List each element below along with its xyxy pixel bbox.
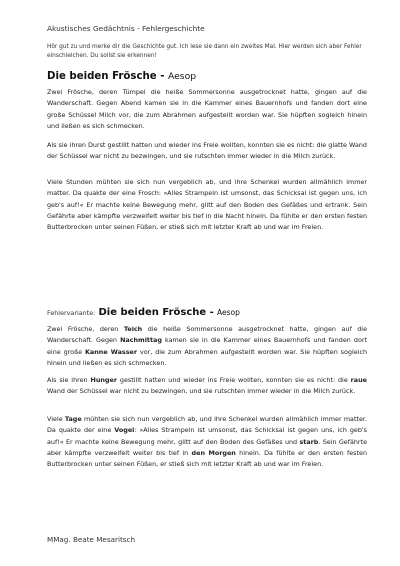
error-variant-author: Aesop [217,308,240,317]
error-paragraph-2: Als sie ihren Hunger gestillt hatten und wieder ins Freie wollten, konnten sie es nicht: die raue Wand der Schüssel war nicht zu bezwingen, und sie rutschten immer wieder in die Milch zurück. [47,376,368,396]
changed-word: Hunger [90,376,117,384]
page-footer: MMag. Beate Mesaritsch [47,535,136,544]
changed-word: starb [299,437,319,446]
story-title-text: Die beiden Frösche - [47,71,165,82]
story-paragraph-3: Viele Stunden mühten sie sich nun vergeblich ab, und ihre Schenkel wurden allmählich immer matter. Da quakte der eine Frosch: »Alles Strampeln ist umsonst, das Schicksal ist gegen uns, ich geb's auf!« Er machte keine Bewegung mehr, glitt auf den Boden des Gefäßes und ertrank. Sein Gefährte aber kämpfte verzweifelt weiter bis tief in die Nacht hinein. Da fühlte er den ersten festen Butterbrocken unter seinen Füßen, er stieß sich mit letzter Kraft ab und war im Freien. [47,178,367,232]
error-variant-prefix: Fehlervariante: [47,309,96,317]
changed-word: Kanne Wasser [84,347,137,356]
story-author: Aesop [168,71,197,82]
story-paragraph-2: Als sie ihren Durst gestillt hatten und wieder ins Freie wollten, konnten sie es nicht: die glatte Wand der Schüssel war nicht zu bezwingen, und sie rutschten immer wieder in die Milch zurück. [47,141,367,161]
changed-word: Vogel [114,426,135,435]
error-variant-title [47,307,240,318]
error-paragraph-3: Viele Tage mühten sie sich nun vergeblich ab, und ihre Schenkel wurden allmählich immer matter. Da quakte der eine Vogel: »Alles Strampeln ist umsonst, das Schicksal ist gegen uns, ich geb's auf!« Er machte keine Bewegung mehr, glitt auf den Boden des Gefäßes und starb. Sein Gefährte aber kämpfte verzweifelt weiter bis tief in den Morgen hinein. Da fühlte er den ersten festen Butterbrocken unter seinen Füßen, er stieß sich mit letzter Kraft ab und war im Freien. [47,415,368,469]
instructions-text: Hör gut zu und merke dir die Geschichte gut. Ich lese sie dann ein zweites Mal. Hier werden sich aber Fehler einschleichen. Du sollst sie erkennen! [47,44,362,59]
changed-word: raue [350,376,368,384]
changed-word: Tage [64,415,82,423]
changed-word: Teich [123,325,143,333]
story-title [47,71,196,82]
changed-word: Nachmittag [120,336,162,345]
story-paragraph-1: Zwei Frösche, deren Tümpel die heiße Sommersonne ausgetrocknet hatte, gingen auf die Wanderschaft. Gegen Abend kamen sie in die Kammer eines Bauernhofs und fanden dort eine große Schüssel Milch vor, die zum Abrahmen aufgestellt worden war. Sie hüpften sogleich hinein und ließen es sich schmecken. [47,88,367,130]
error-paragraph-1: Zwei Frösche, deren Teich die heiße Sommersonne ausgetrocknet hatte, gingen auf die Wanderschaft. Gegen Nachmittag kamen sie in die Kammer eines Bauernhofs und fanden dort eine große Kanne Wasser vor, die zum Abrahmen aufgestellt worden war. Sie hüpften sogleich hinein und ließen es sich schmecken. [47,325,368,367]
changed-word: den Morgen [191,448,236,457]
page-header: Akustisches Gedächtnis - Fehlergeschichte [47,24,205,33]
error-variant-title-text: Die beiden Frösche - [98,307,214,318]
